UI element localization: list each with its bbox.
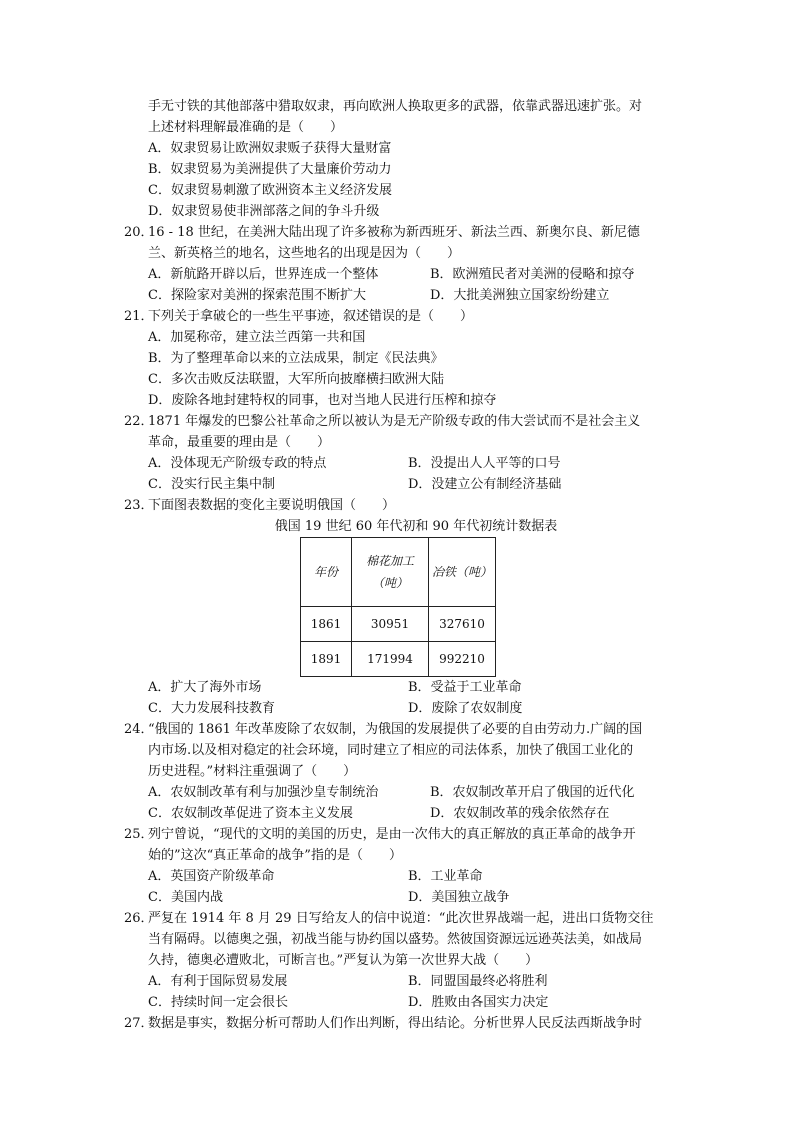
question-stem-line: 手无寸铁的其他部落中猎取奴隶，再向欧洲人换取更多的武器，依靠武器迅速扩张。对 <box>148 99 643 114</box>
table-title: 俄国 19 世纪 60 年代初和 90 年代初统计数据表 <box>274 519 558 534</box>
question-stem-line: 历史进程。”材料注重强调了（ ） <box>148 764 357 779</box>
question-stem <box>124 306 684 327</box>
option-a: A．加冕称帝，建立法兰西第一共和国 <box>148 330 366 345</box>
option-b: B．欧洲殖民者对美洲的侵略和掠夺 <box>430 267 635 282</box>
option-b: B．农奴制改革开启了俄国的近代化 <box>430 785 635 800</box>
question-stem <box>124 1013 684 1034</box>
option-row <box>124 698 684 719</box>
table-header-iron: 冶铁（吨） <box>429 538 496 607</box>
question-stem-line: 内市场.以及相对稳定的社会环境，同时建立了相应的司法体系，加快了俄国工业化的 <box>148 743 634 758</box>
table-header-cotton <box>352 538 429 607</box>
option-row <box>124 866 684 887</box>
question-20 <box>124 222 684 306</box>
question-stem <box>124 411 684 432</box>
table-cell-year: 1891 <box>301 642 352 677</box>
question-22 <box>124 411 684 495</box>
question-stem-line: 严复在 1914 年 8 月 29 日写给友人的信中说道：“此次世界战端一起，进出口货物交往 <box>148 911 654 926</box>
option-c: C．大力发展科技教育 <box>148 701 275 716</box>
table-row <box>301 642 496 677</box>
option-b: B．没提出人人平等的口号 <box>408 456 561 471</box>
question-stem-line: 始的”这次“真正革命的战争”指的是（ ） <box>148 848 402 863</box>
option-a: A．扩大了海外市场 <box>148 680 262 695</box>
question-19-continued <box>124 96 684 222</box>
question-number: 23． <box>124 498 154 513</box>
option-row <box>124 803 684 824</box>
table-row <box>301 607 496 642</box>
question-stem-line: 1871 年爆发的巴黎公社革命之所以被认为是无产阶级专政的伟大尝试而不是社会主义 <box>148 414 641 429</box>
option-d: D．废除了农奴制度 <box>408 701 523 716</box>
question-stem <box>124 824 684 845</box>
question-26 <box>124 908 684 1013</box>
option-c: C．奴隶贸易刺激了欧洲资本主义经济发展 <box>148 183 392 198</box>
option-row <box>124 474 684 495</box>
question-stem-line: 兰、新英格兰的地名，这些地名的出现是因为（ ） <box>148 246 461 261</box>
table-cell-iron: 327610 <box>429 607 496 642</box>
table-cell-iron: 992210 <box>429 642 496 677</box>
table-cell-year: 1861 <box>301 607 352 642</box>
question-stem-line: 下面图表数据的变化主要说明俄国（ ） <box>148 498 396 513</box>
question-stem-line: 当有隔碍。以德奥之强，初战当能与协约国以盛势。然彼国资源远远逊英法美，如战局 <box>148 932 643 947</box>
question-list <box>124 96 684 1034</box>
question-24 <box>124 719 684 824</box>
table-header-cotton-label: 棉花加工 <box>365 554 414 568</box>
table-cell-cotton: 171994 <box>352 642 429 677</box>
option-row <box>124 992 684 1013</box>
statistics-table <box>300 537 496 677</box>
option-c: C．多次击败反法联盟，大军所向披靡横扫欧洲大陆 <box>148 372 444 387</box>
option-b: B．工业革命 <box>408 869 483 884</box>
question-stem-line: 16 - 18 世纪，在美洲大陆出现了许多被称为新西班牙、新法兰西、新奥尔良、新尼德 <box>148 225 640 240</box>
option-a: A．英国资产阶级革命 <box>148 869 275 884</box>
option-a: A．有利于国际贸易发展 <box>148 974 288 989</box>
question-number: 21． <box>124 309 154 324</box>
option-row <box>124 285 684 306</box>
question-stem-line: 革命，最重要的理由是（ ） <box>148 435 331 450</box>
question-stem-line: “俄国的 1861 年改革废除了农奴制，为俄国的发展提供了必要的自由劳动力.广阔的国 <box>148 722 643 737</box>
option-a: A．奴隶贸易让欧洲奴隶贩子获得大量财富 <box>148 141 392 156</box>
option-row <box>124 677 684 698</box>
option-row <box>124 453 684 474</box>
question-number: 24． <box>124 722 154 737</box>
question-stem-line: 列宁曾说，“现代的文明的美国的历史，是由一次伟大的真正解放的真正革命的战争开 <box>148 827 636 842</box>
question-stem <box>124 222 684 243</box>
option-b: B．奴隶贸易为美洲提供了大量廉价劳动力 <box>148 162 392 177</box>
option-d: D．大批美洲独立国家纷纷建立 <box>430 288 610 303</box>
question-23 <box>124 495 684 719</box>
option-d: D．没建立公有制经济基础 <box>408 477 562 492</box>
table-header-year: 年份 <box>301 538 352 607</box>
option-b: B．受益于工业革命 <box>408 680 522 695</box>
option-d: D．胜败由各国实力决定 <box>408 995 549 1010</box>
option-c: C．美国内战 <box>148 890 223 905</box>
question-number: 20． <box>124 225 154 240</box>
question-stem-line: 数据是事实，数据分析可帮助人们作出判断，得出结论。分析世界人民反法西斯战争时 <box>148 1016 643 1031</box>
table-cell-cotton: 30951 <box>352 607 429 642</box>
option-a: A．新航路开辟以后，世界连成一个整体 <box>148 267 379 282</box>
question-stem-line: 久持，德奥必遭败北，可断言也。”严复认为第一次世界大战（ ） <box>148 953 539 968</box>
question-stem <box>124 908 684 929</box>
question-stem-line: 下列关于拿破仑的一些生平事迹，叙述错误的是（ ） <box>148 309 474 324</box>
option-a: A．没体现无产阶级专政的特点 <box>148 456 327 471</box>
option-d: D．农奴制改革的残余依然存在 <box>430 806 610 821</box>
option-b: B．为了整理革命以来的立法成果，制定《民法典》 <box>148 351 444 366</box>
option-d: D．废除各地封建特权的同事，也对当地人民进行压榨和掠夺 <box>148 393 497 408</box>
option-row <box>124 782 684 803</box>
option-row <box>124 887 684 908</box>
question-stem <box>124 719 684 740</box>
question-number: 26． <box>124 911 154 926</box>
option-row <box>124 264 684 285</box>
option-c: C．探险家对美洲的探索范围不断扩大 <box>148 288 366 303</box>
option-c: C．没实行民主集中制 <box>148 477 275 492</box>
table-header-cotton-unit: （吨） <box>371 576 408 590</box>
question-21 <box>124 306 684 411</box>
question-27 <box>124 1013 684 1034</box>
option-b: B．同盟国最终必将胜利 <box>408 974 548 989</box>
option-d: D．美国独立战争 <box>408 890 510 905</box>
question-stem <box>124 495 684 516</box>
question-25 <box>124 824 684 908</box>
option-a: A．农奴制改革有利与加强沙皇专制统治 <box>148 785 379 800</box>
option-c: C．持续时间一定会很长 <box>148 995 288 1010</box>
question-number: 27． <box>124 1016 154 1031</box>
option-row <box>124 971 684 992</box>
option-d: D．奴隶贸易使非洲部落之间的争斗升级 <box>148 204 380 219</box>
question-number: 22． <box>124 414 154 429</box>
table-header-row <box>301 538 496 607</box>
question-stem-line: 上述材料理解最准确的是（ ） <box>148 120 344 135</box>
question-number: 25． <box>124 827 154 842</box>
option-c: C．农奴制改革促进了资本主义发展 <box>148 806 353 821</box>
